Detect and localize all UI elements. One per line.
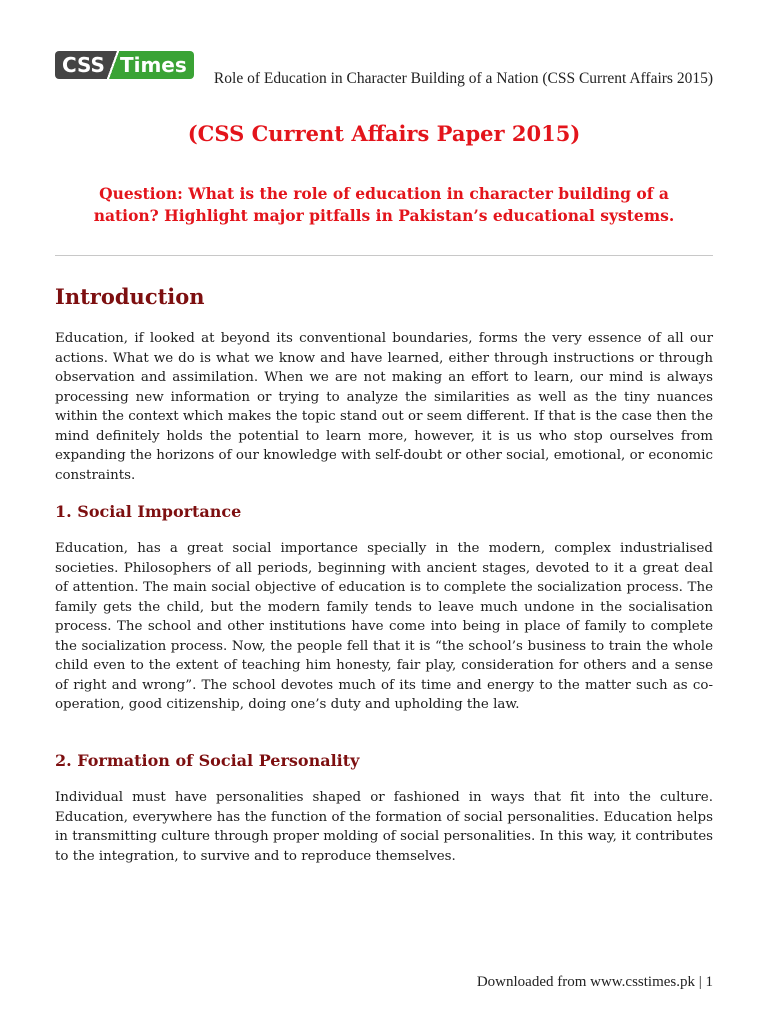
divider: [55, 255, 713, 256]
footer-download-link[interactable]: Downloaded from www.csstimes.pk | 1: [476, 974, 713, 990]
csstimes-logo: [55, 51, 194, 79]
logo-text-css: CSS: [55, 51, 107, 79]
document-title: (CSS Current Affairs Paper 2015): [187, 121, 581, 146]
section-heading-social-importance: 1. Social Importance: [55, 502, 242, 521]
logo-text-times: Times: [119, 51, 194, 79]
section-paragraph-social-importance: Education, has a great social importance specially in the modern, complex industrialised societies. Philosophers of all periods, beginning with ancient stages, devoted to it a great deal of attention. The main social objective of education is to complete the socialization process. The family gets the child, but the modern family tends to leave much undone in the socialisation process. The school and other institutions have come into being in place of family to complete the socialization process. Now, the people fell that it is “the school’s business to train the whole child even to the extent of teaching him honesty, fair play, consideration for others and a sense of right and wrong”. The school devotes much of its time and energy to the matter such as co-operation, good citizenship, doing one’s duty and upholding the law.: [55, 541, 713, 712]
introduction-heading: Introduction: [55, 284, 205, 309]
section-paragraph-social-personality: Individual must have personalities shaped or fashioned in ways that fit into the culture. Education, everywhere has the function of the formation of social personalities. Education helps in transmitting culture through proper molding of social personalities. In this way, it contributes to the integration, to survive and to reproduce themselves.: [55, 790, 713, 864]
question-text: Question: What is the role of education in character building of a nation? Highlight major pitfalls in Pakistan’s educational systems.: [93, 184, 675, 225]
introduction-paragraph: Education, if looked at beyond its conventional boundaries, forms the very essence of all our actions. What we do is what we know and have learned, either through instructions or through observation and assimilation. When we are not making an effort to learn, our mind is always processing new information or trying to analyze the similarities as well as the tiny nuances within the context which makes the topic stand out or seem different. If that is the case then the mind definitely holds the potential to learn more, however, it is us who stop ourselves from expanding the horizons of our knowledge with self-doubt or other social, emotional, or economic constraints.: [55, 331, 713, 483]
page-header-title: Role of Education in Character Building of a Nation (CSS Current Affairs 2015): [213, 70, 713, 87]
logo-slash: [107, 51, 119, 79]
section-heading-social-personality: 2. Formation of Social Personality: [55, 751, 360, 770]
